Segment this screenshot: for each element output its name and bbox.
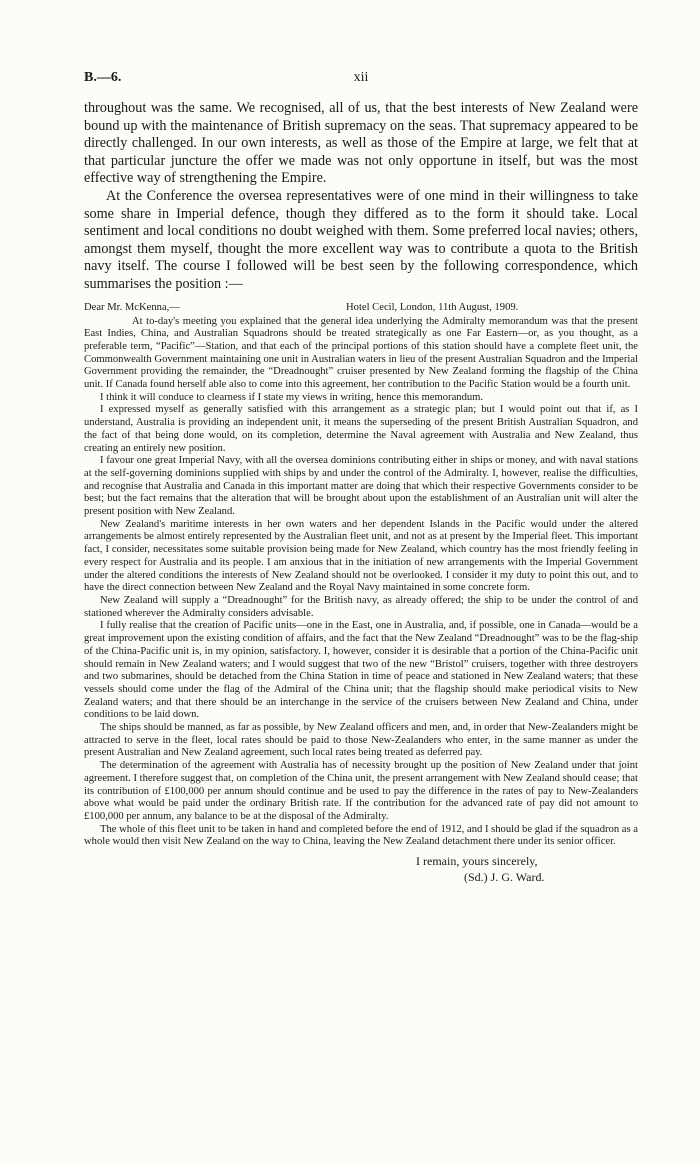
letter-closing — [84, 853, 638, 885]
letter-paragraph: I expressed myself as generally satisfied with this arrangement as a strategic plan; but I would point out that if, as I understand, Australia is providing an independent unit, it means the superseding of the present British Australian Squadron, and the fact of that being done would, on its completion, determine the Naval agreement with Australia and New Zealand, thus creating an entirely new position. — [84, 404, 638, 454]
letter-heading — [84, 302, 638, 316]
signature: (Sd.) J. G. Ward. — [464, 870, 545, 885]
body-paragraph-1: throughout was the same. We recognised, all of us, that the best interests of New Zealand were bound up with the maintenance of British supremacy on the seas. That supremacy appeared to be directly challenged. In our own interests, as well as those of the Empire at large, we felt that at that particular juncture the offer we made was not only opportune in itself, but was the most effective way of strengthening the Empire. — [84, 100, 638, 187]
letter-paragraph: The determination of the agreement with Australia has of necessity brought up the position of New Zealand under that joint agreement. I therefore suggest that, on completion of the China unit, the present arrangement with New Zealand should cease; that its contribution of £100,000 per annum should continue and be used to pay the difference in the rates of pay to New-Zealanders above what would be paid under the ordinary British rate. If the contribution for the advanced rate of pay did not amount to £100,000 per annum, any balance to be at the disposal of the Admiralty. — [84, 760, 638, 822]
letter-paragraph: The ships should be manned, as far as possible, by New Zealand officers and men, and, in order that New-Zealanders might be attracted to serve in the fleet, local rates should be paid to those New-Zealanders who enter, in the same manner as under the present Australian and New Zealand agreement, such local rates being treated as deferred pay. — [84, 722, 638, 759]
page-header — [84, 70, 638, 94]
letter-paragraph: New Zealand will supply a “Dreadnought” for the British navy, as already offered; the ship to be under the control of and stationed wherever the Admiralty considers advisable. — [84, 595, 638, 619]
letter-paragraph: New Zealand's maritime interests in her own waters and her dependent Islands in the Pacific would under the altered arrangements be almost entirely represented by the Australian fleet unit, and not as at present by the Imperial fleet. This important fact, I consider, necessitates some suitable provision being made for New Zealand, which country has the most friendly feeling in every respect for Australia and its people. I am anxious that in the initiation of new arrangements with the Imperial Government under the altered conditions the interests of New Zealand should not be overlooked. I consider it my duty to point this out, and to have the direct connection between New Zealand and the Royal Navy maintained in some concrete form. — [84, 518, 638, 594]
letter-paragraph: I fully realise that the creation of Pacific units—one in the East, one in Australia, and, if possible, one in Canada—would be a great improvement upon the existing condition of affairs, and the fact that the New Zealand “Dreadnought” was to be the flag-ship of the China-Pacific unit is, in my opinion, satisfactory. I, however, consider it is desirable that a portion of the China-Pacific unit should remain in New Zealand waters; and I would suggest that two of the new “Bristol” cruisers, together with three destroyers and two submarines, should be detached from the China Station in time of peace and stationed in New Zealand waters; that these vessels should come under the flag of the Admiral of the China unit; that the flagship should make periodical visits to New Zealand waters; and that there should be an interchange in the service of the cruisers between New Zealand and China, under conditions to be laid down. — [84, 620, 638, 721]
parliamentary-paper-ref: B.—6. — [84, 70, 122, 85]
letter-paragraph: The whole of this fleet unit to be taken in hand and completed before the end of 1912, and I should be glad if the squadron as a whole would then visit New Zealand on the way to China, leaving the New Zealand detachment there under its senior officer. — [84, 823, 638, 848]
salutation: Dear Mr. McKenna,— — [84, 301, 180, 313]
document-page — [84, 70, 638, 885]
letter — [84, 302, 638, 886]
body-paragraph-2: At the Conference the oversea representatives were of one mind in their willingness to take some share in Imperial defence, though they differed as to the form it should take. Local sentiment and local conditions no doubt weighed with them. Some preferred local navies; others, amongst them myself, thought the more excellent way was to contribute a quota to the British navy itself. The course I followed will be best seen by the following correspondence, which summarises the position :— — [84, 187, 638, 292]
closing-phrase: I remain, yours sincerely, — [416, 854, 538, 869]
page-number: xii — [353, 70, 369, 85]
letter-paragraph: I favour one great Imperial Navy, with all the oversea dominions contributing either in ships or money, and with naval stations at the self-governing dominions supplied with ships by and under the control of the Admiralty. I, however, realise the difficulties, and recognise that Australia and Canada in this important matter are doing that which their respective Governments consider to be best; but the fact remains that the alteration that will be brought about upon the establishment of an Australian unit will alter the present position with New Zealand. — [84, 455, 638, 518]
letter-address-date: Hotel Cecil, London, 11th August, 1909. — [346, 301, 519, 313]
letter-paragraph: I think it will conduce to clearness if I state my views in writing, hence this memorandum. — [100, 391, 484, 403]
letter-paragraph: At to-day's meeting you explained that the general idea underlying the Admiralty memorandum was that the present East Indies, China, and Australian Squadrons should be treated strategically as one Far Eastern—or, as you thought, as a preferable term, “Pacific”—Station, and that each of the principal portions of this station should have a complete fleet unit, the Commonwealth Government maintaining one unit in Australian waters in lieu of the present Australian Squadron and the Imperial Government providing the remainder, the “Dreadnought” cruiser presented by New Zealand forming the flagship of the China unit. If Canada found herself able also to come into this agreement, her contribution to the Pacific Station would be a fourth unit. — [84, 315, 638, 391]
